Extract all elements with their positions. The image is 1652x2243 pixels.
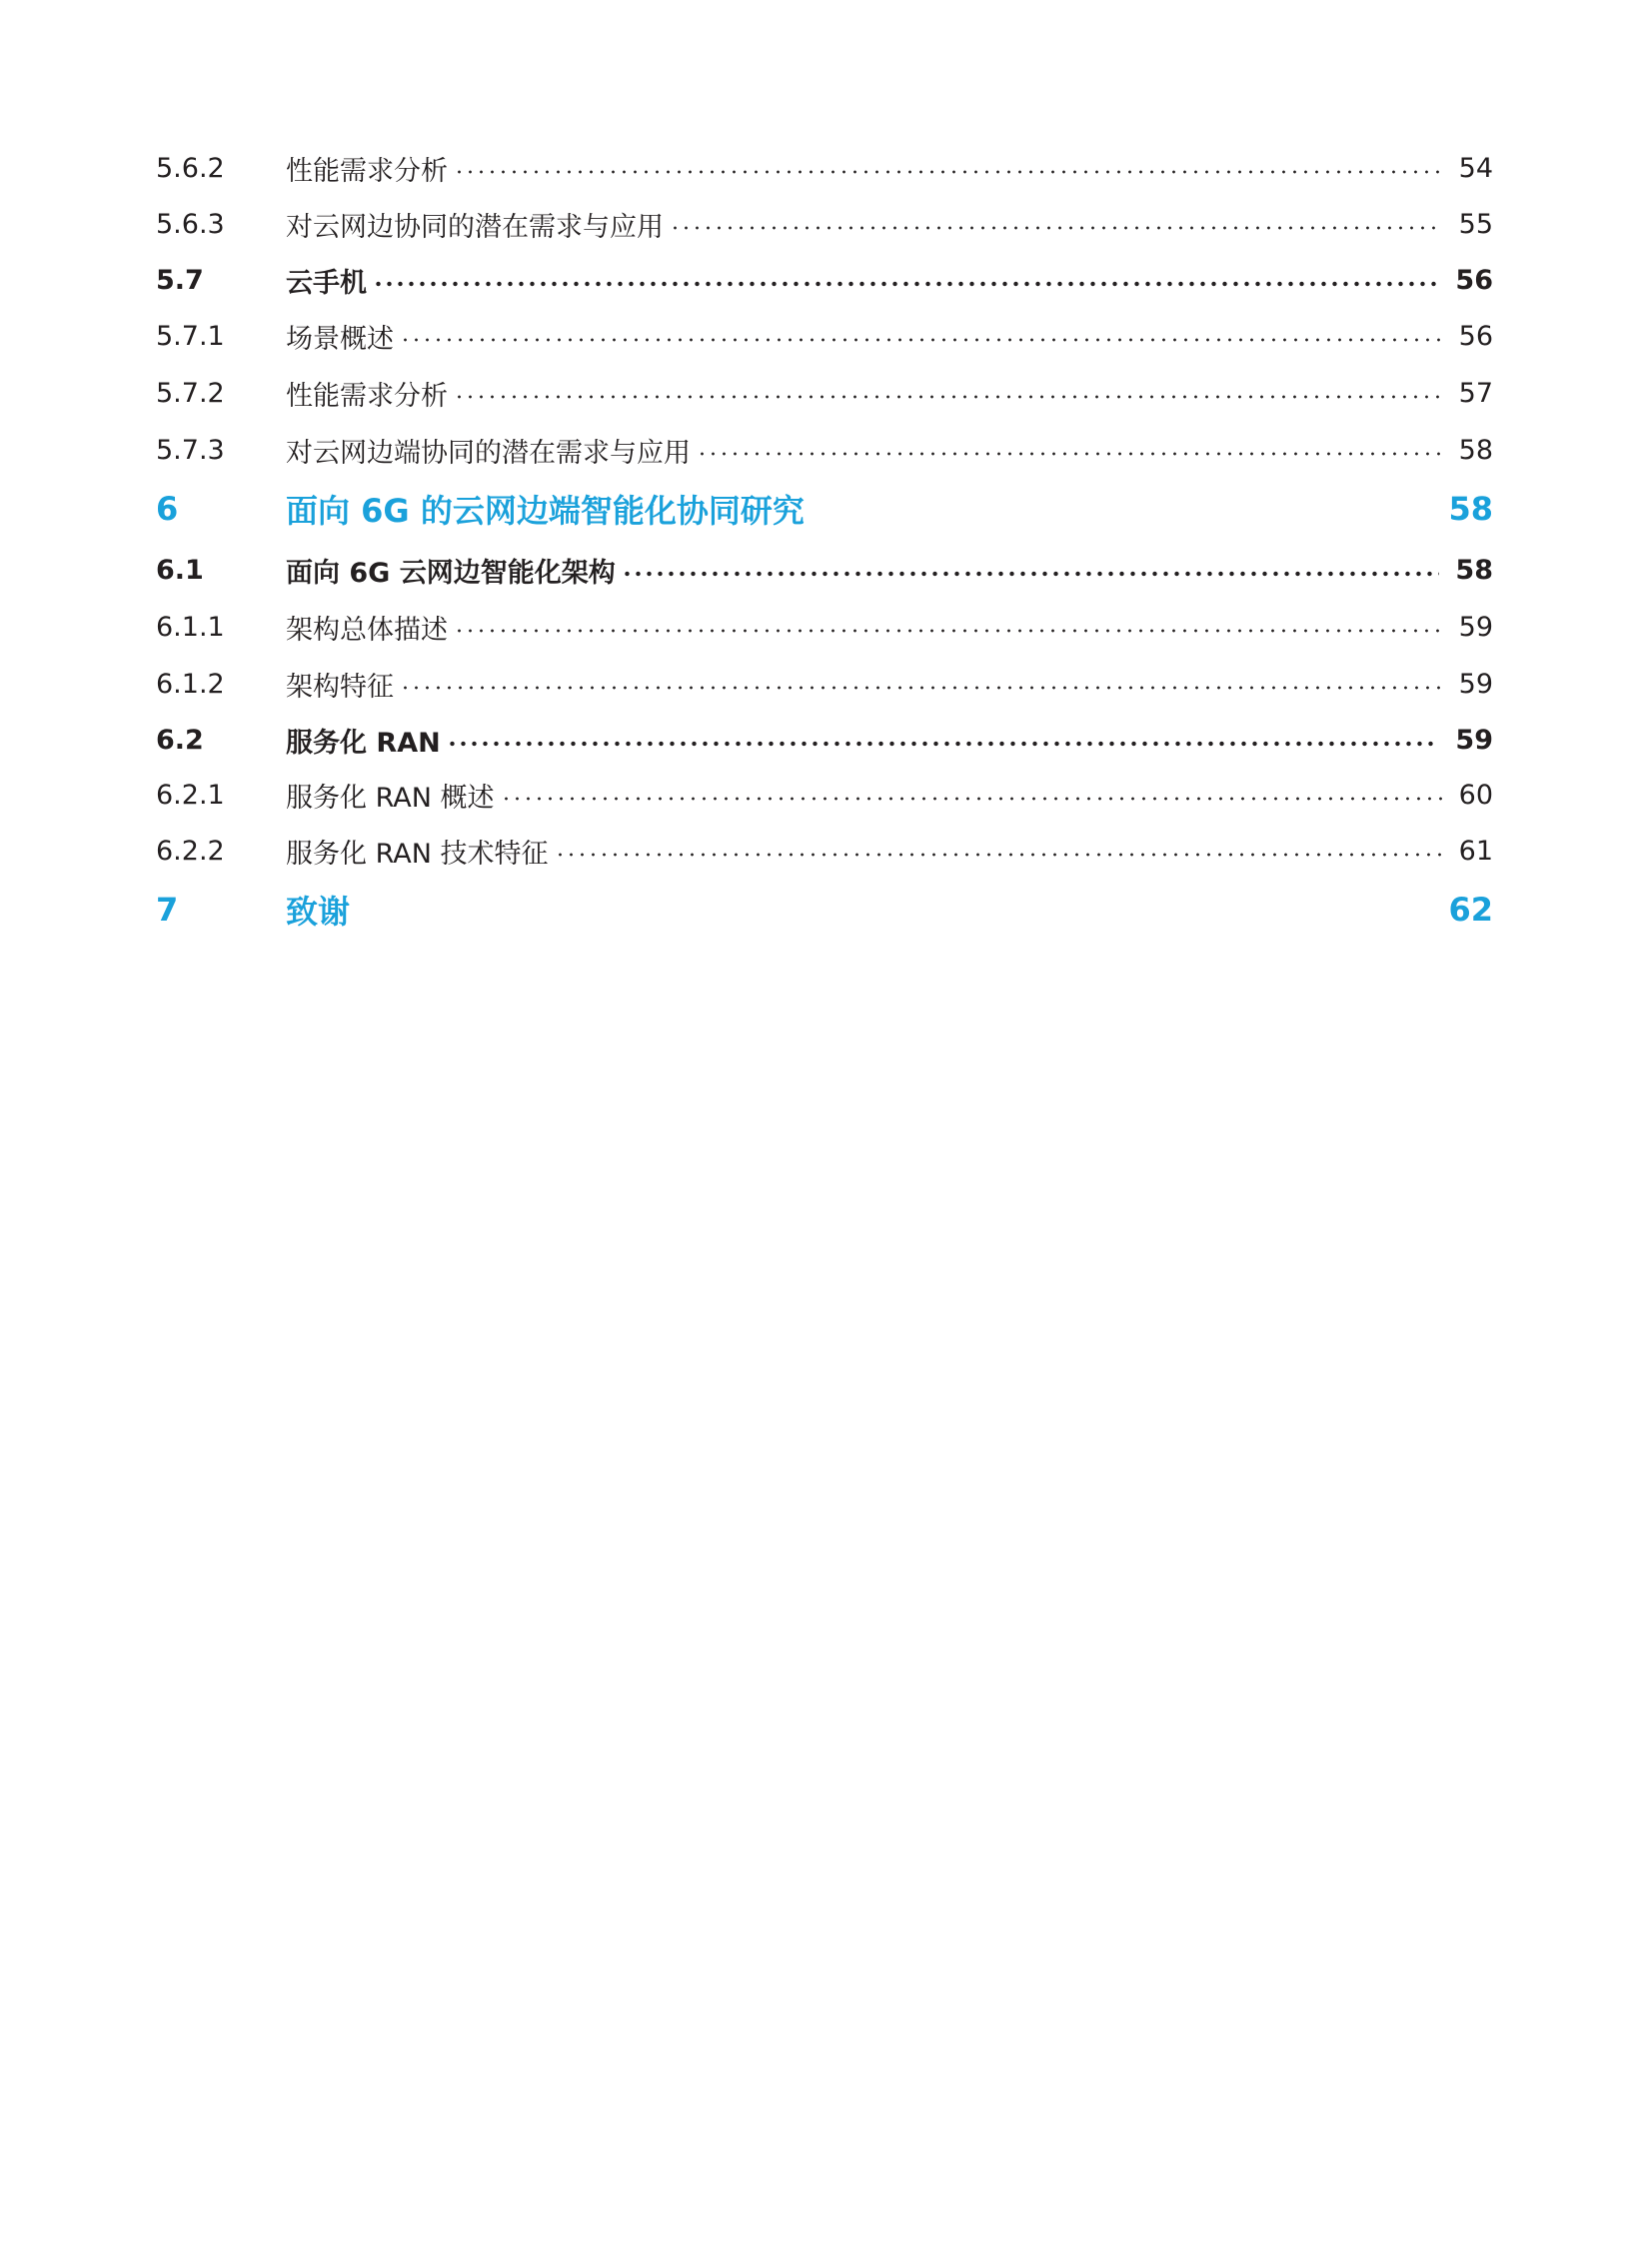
dot-leader bbox=[373, 280, 1439, 288]
section-number: 6.1 bbox=[156, 554, 204, 586]
section-title: 服务化 RAN 技术特征 bbox=[286, 838, 549, 870]
section-title: 性能需求分析 bbox=[286, 380, 448, 412]
dot-leader bbox=[454, 394, 1443, 400]
page-number: 58 bbox=[1448, 490, 1493, 528]
section-number: 6.2.2 bbox=[156, 835, 225, 867]
section-title: 对云网边协同的潜在需求与应用 bbox=[286, 211, 664, 243]
toc-entry[interactable] bbox=[156, 662, 1493, 706]
page-number: 56 bbox=[1455, 264, 1493, 296]
toc-chapter-entry[interactable] bbox=[156, 487, 1493, 531]
toc-entry[interactable] bbox=[156, 428, 1493, 472]
section-title: 场景概述 bbox=[286, 323, 394, 355]
section-number: 5.7.2 bbox=[156, 377, 225, 409]
page-number: 60 bbox=[1458, 779, 1493, 811]
page-number: 55 bbox=[1458, 208, 1493, 240]
section-number: 6.2.1 bbox=[156, 779, 225, 811]
dot-leader bbox=[501, 796, 1443, 802]
dot-leader bbox=[447, 740, 1440, 748]
section-title: 对云网边端协同的潜在需求与应用 bbox=[286, 437, 691, 469]
toc-chapter-entry[interactable] bbox=[156, 888, 1493, 932]
section-title: 服务化 RAN bbox=[286, 727, 441, 759]
page-number: 58 bbox=[1455, 554, 1493, 586]
dot-leader bbox=[555, 852, 1443, 858]
toc-entry[interactable] bbox=[156, 146, 1493, 190]
section-number: 6.2 bbox=[156, 724, 204, 756]
page-number: 59 bbox=[1455, 724, 1493, 756]
toc-entry[interactable] bbox=[156, 314, 1493, 358]
toc-entry[interactable] bbox=[156, 202, 1493, 246]
section-title: 云手机 bbox=[286, 267, 367, 299]
section-number: 6.1.2 bbox=[156, 668, 225, 700]
toc-entry[interactable] bbox=[156, 605, 1493, 649]
dot-leader bbox=[400, 685, 1443, 691]
dot-leader bbox=[454, 169, 1443, 175]
toc-entry[interactable] bbox=[156, 773, 1493, 817]
toc-entry[interactable] bbox=[156, 258, 1493, 302]
section-number: 5.6.2 bbox=[156, 152, 225, 184]
section-number: 5.7.3 bbox=[156, 434, 225, 466]
page-number: 58 bbox=[1458, 434, 1493, 466]
section-title: 面向 6G 云网边智能化架构 bbox=[286, 557, 616, 589]
chapter-number: 6 bbox=[156, 490, 179, 528]
chapter-title: 面向 6G 的云网边端智能化协同研究 bbox=[286, 492, 805, 530]
page-number: 54 bbox=[1458, 152, 1493, 184]
dot-leader bbox=[697, 451, 1443, 457]
dot-leader bbox=[454, 628, 1443, 634]
section-title: 架构特征 bbox=[286, 671, 394, 703]
toc-entry[interactable] bbox=[156, 548, 1493, 592]
page-number: 62 bbox=[1448, 891, 1493, 929]
page-number: 59 bbox=[1458, 611, 1493, 643]
toc-entry[interactable] bbox=[156, 829, 1493, 873]
page-number: 56 bbox=[1458, 320, 1493, 352]
section-number: 5.7.1 bbox=[156, 320, 225, 352]
page-number: 59 bbox=[1458, 668, 1493, 700]
section-number: 5.7 bbox=[156, 264, 204, 296]
dot-leader bbox=[670, 225, 1443, 231]
dot-leader bbox=[400, 337, 1443, 343]
dot-leader bbox=[622, 570, 1440, 578]
section-title: 性能需求分析 bbox=[286, 155, 448, 187]
section-title: 架构总体描述 bbox=[286, 614, 448, 646]
section-title: 服务化 RAN 概述 bbox=[286, 782, 495, 814]
chapter-title: 致谢 bbox=[286, 893, 351, 931]
page-number: 57 bbox=[1458, 377, 1493, 409]
toc-entry[interactable] bbox=[156, 718, 1493, 762]
toc-entry[interactable] bbox=[156, 371, 1493, 415]
chapter-number: 7 bbox=[156, 891, 179, 929]
page-number: 61 bbox=[1458, 835, 1493, 867]
section-number: 6.1.1 bbox=[156, 611, 225, 643]
section-number: 5.6.3 bbox=[156, 208, 225, 240]
